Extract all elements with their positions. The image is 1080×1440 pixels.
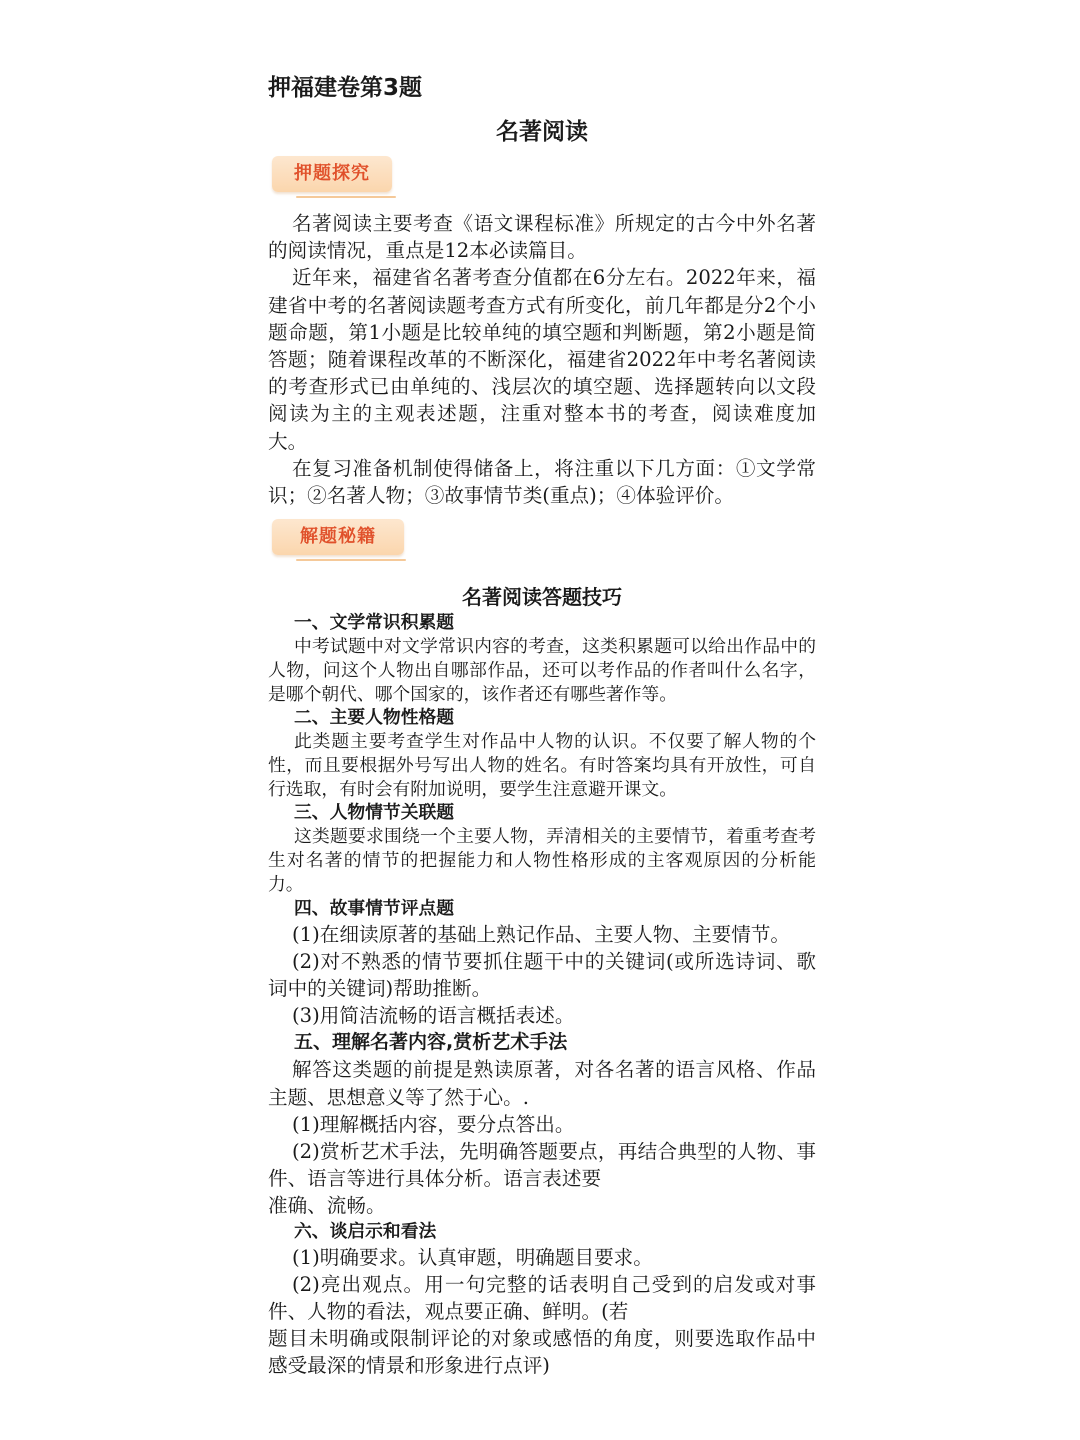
tag-label: 解题秘籍 xyxy=(300,526,376,548)
skill-heading-4: 四、故事情节评点题 xyxy=(294,897,455,919)
skill-6-item-2: (2)亮出观点。用一句完整的话表明自己受到的启发或对事件、人物的看法，观点要正确、鲜明。(若 xyxy=(268,1272,816,1323)
skill-5-item-1: (1)理解概括内容，要分点答出。 xyxy=(292,1112,575,1136)
skill-4-item-1: (1)在细读原著的基础上熟记作品、主要人物、主要情节。 xyxy=(292,922,791,946)
skill-4-item-3: (3)用简洁流畅的语言概括表述。 xyxy=(292,1004,575,1028)
skill-heading-1: 一、文学常识积累题 xyxy=(294,612,455,634)
intro-paragraph-1: 名著阅读主要考查《语文课程标准》所规定的古今中外名著的阅读情况，重点是12本必读篇目。 xyxy=(268,212,816,263)
section-main-title: 名著阅读 xyxy=(496,119,588,145)
intro-paragraph-3: 在复习准备机制使得储备上，将注重以下几方面：①文学常识；②名著人物；③故事情节类(重点)；④体验评价。 xyxy=(268,456,816,508)
skill-text-2: 此类题主要考查学生对作品中人物的认识。不仅要了解人物的个性，而且要根据外号写出人物的姓名。有时答案均具有开放性，可自行选取，有时会有附加说明，要学生注意避开课文。 xyxy=(268,731,816,800)
skills-title: 名著阅读答题技巧 xyxy=(462,585,622,610)
skill-5-item-2-cont: 准确、流畅。 xyxy=(268,1194,386,1218)
tag-underline xyxy=(296,196,396,198)
skill-4-item-2: (2)对不熟悉的情节要抓住题干中的关键词(或所选诗词、歌词中的关键词)帮助推断。 xyxy=(268,949,816,1000)
skill-heading-3: 三、人物情节关联题 xyxy=(294,802,455,824)
skill-6-item-1: (1)明确要求。认真审题，明确题目要求。 xyxy=(292,1245,653,1269)
intro-paragraph-2: 近年来，福建省名著考查分值都在6分左右。2022年来，福建省中考的名著阅读题考查方式有所变化，前几年都是分2个小题命题，第1小题是比较单纯的填空题和判断题，第2小题是简答题；随着课程改革的不断深化，福建省2022年中考名著阅读的考查形式已由单纯的、浅层次的填空题、选择题转向以文段阅读为主的主观表述题，注重对整本书的考查，阅读难度加大。 xyxy=(268,266,816,453)
document-page xyxy=(268,70,816,1380)
tips-tag xyxy=(272,519,396,559)
tag-underline xyxy=(296,559,406,561)
skill-heading-5: 五、理解名著内容,赏析艺术手法 xyxy=(294,1031,568,1054)
skill-5-intro: 解答这类题的前提是熟读原著，对各名著的语言风格、作品主题、思想意义等了然于心。. xyxy=(268,1058,816,1109)
skill-text-3: 这类题要求围绕一个主要人物，弄清相关的主要情节，着重考查考生对名著的情节的把握能力和人物性格形成的主客观原因的分析能力。 xyxy=(268,826,816,895)
skill-6-item-2-cont: 题目未明确或限制评论的对象或感悟的角度，则要选取作品中感受最深的情景和形象进行点评) xyxy=(268,1327,816,1378)
skill-heading-2: 二、主要人物性格题 xyxy=(294,707,455,729)
tag-label: 押题探究 xyxy=(294,163,370,184)
skill-heading-6: 六、谈启示和看法 xyxy=(294,1220,437,1242)
skill-text-1: 中考试题中对文学常识内容的考查，这类积累题可以给出作品中的人物，问这个人物出自哪部作品，还可以考作品的作者叫什么名字，是哪个朝代、哪个国家的，该作者还有哪些著作等。 xyxy=(268,636,816,705)
probe-tag xyxy=(272,156,396,196)
skill-5-item-2: (2)赏析艺术手法，先明确答题要点，再结合典型的人物、事件、语言等进行具体分析。语言表述要 xyxy=(268,1139,816,1191)
document-title: 押福建卷第3题 xyxy=(268,75,423,101)
